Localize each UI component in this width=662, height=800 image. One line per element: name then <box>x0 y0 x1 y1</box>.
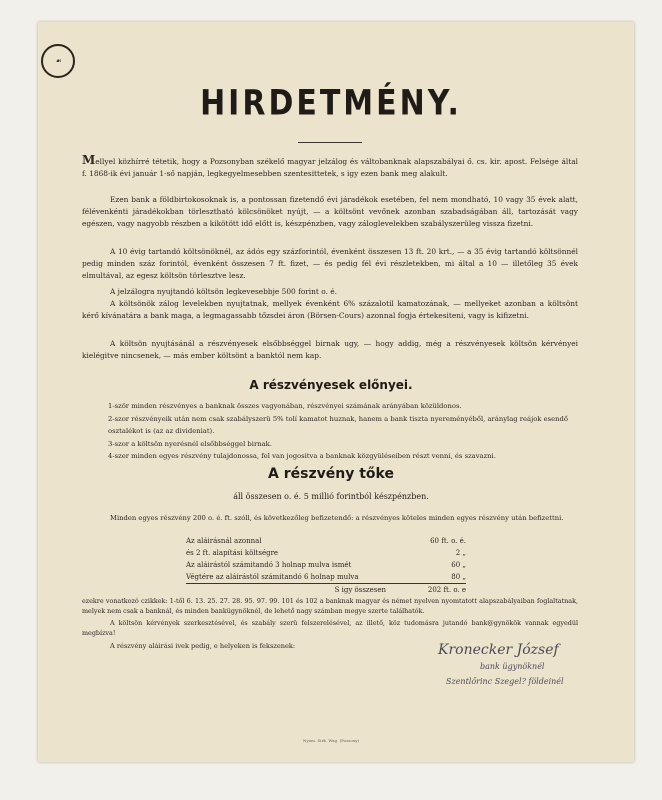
table-row: Az aláirásnál azonnal 60 ft. o. é. <box>186 537 466 545</box>
capital-intro: Minden egyes részvény 200 o. é. ft. szóll, és következőleg befizetendő: a részvényes köteles minden egyes részvény után befizettni. <box>110 514 564 522</box>
table-row: és 2 ft. alapítási költségre 2 „ <box>186 549 466 557</box>
list-item: 3-szor a költsön nyerésnél elsőbbséggel birnak. <box>108 439 272 448</box>
closing-paragraph-1: ezekre vonatkozó czikkek: 1-től 6. 13. 25. 27. 28. 95. 97. 99. 101 és 102 a banknak magyar és német nyelven nyomtatott alapszabályaiban foglaltatnak, melyek nem csak a banknál, és minden bankügynöknél, de lehető nagy számban megye szerte találhatók. <box>82 597 578 615</box>
signature-name: Kronecker József <box>438 642 559 658</box>
page-title: HIRDETMÉNY. <box>200 83 462 124</box>
advantages-list <box>108 400 578 463</box>
capital-subheading: áll összesen o. é. 5 millió forintból készpénzben. <box>233 492 429 501</box>
list-item: 2-szor részvényeik után nem csak szabályszerü 5% tolí kamatot huznak, hanem a bank tiszta nyereményéből, aránylag reájok esendő osztalékot is (az az divideniat). <box>108 414 568 435</box>
section-heading-advantages: A részvényesek előnyei. <box>249 378 413 392</box>
intro-paragraph: Mellyel közhírré tétetik, hogy a Pozsonyban székelő magyar jelzálog és váltobanknak alapszabályai ő. cs. kir. apost. Felsége által f. 1868-ik évi január 1-ső napján, legkegyelmesebben szentesittetek, s igy ezen bank meg alakult. <box>82 153 578 178</box>
closing-paragraph-3: A részvény aláirási ivek pedig, e helyeken is fekszenek: <box>110 642 296 650</box>
closing-paragraph-2: A költsön kérvények szerkesztésével, és szabály szerü felszerelésével, az illető, köz tudomásra jutandó bank@gynökök vannak egyedül megbízva! <box>82 619 578 637</box>
list-item: 1-ször minden részvényes a banknak összes vagyonában, részvényei számának arányában közüldonos. <box>108 402 462 410</box>
table-row: Végtére az aláirástól számitandó 6 holnap mulva 80 „ <box>186 573 466 581</box>
title-divider <box>298 142 362 143</box>
fee-table <box>186 535 466 596</box>
section-heading-capital: A részvény tőke <box>268 466 394 482</box>
printer-imprint: Nyom. Sirk. Wag. (Pozsony) <box>302 738 360 743</box>
paragraph-4: A jelzálogra nyujtandó költsön legkevesebbje 500 forint o. é. <box>110 287 337 296</box>
paragraph-2: Ezen bank a földbirtokosoknak is, a pontossan fizetendő évi járadékok esetében, fel nem mondható, 10 vagy 35 évek alatt, félévenkénti járadékokban törlesztható kölcsönöket nyújt, — a költsönt vevőnek azonban szabadságában áll, tartozását vagy egészen, vagy nagyobb részben a kikötött idő előtt is, készpénzben, vagy záloglevelekben szabályszerüleg vissza fizetni. <box>82 195 578 228</box>
seal-stamp: ☙ <box>41 44 75 78</box>
paragraph-5: A költsönök zálog levelekben nyujtatnak, mellyek évenként 6% százalotil kamatozának, — mellyeket azonban a költsönt kérő kívánatára a bank maga, a legmagassabb tőzsdei áron (Börsen-Cours) azonnal fogja értekesiteni, vagy is kifizetni. <box>82 299 578 320</box>
paragraph-3: A 10 évig tartandó költsönöknél, az ádós egy százforintól, évenként összesen 13 ft. 20 krt., — a 35 évig tartandó költsönnél pedig minden száz forintól, évenként összesen 7 ft. fizet, — és pedig fél évi részletekben, mi által a 10 — illetőleg 35 évek elmultával, az egesz költsön törlesztve lesz. <box>82 247 578 280</box>
signature-line-2: bank ügynöknél <box>480 662 545 671</box>
list-item: 4-szer minden egyes részvény tulajdonossa, fel van jogositva a banknak közgyüléseiben részt venni, és szavazni. <box>108 452 496 460</box>
signature-line-3: Szentlőrinc Szegel? földeinél <box>446 677 564 686</box>
total-row: S igy összesen 202 ft. o. e <box>186 583 466 596</box>
paragraph-6: A költsön nyujtásánál a részvényesek elsőbbséggel birnak ugy, — hogy addig, még a részvényesek költsön kérvényei kielégitve nincsenek, — más ember költsönt a banktól nem kap. <box>82 339 578 360</box>
table-row: Az aláirástól számitandó 3 holnap mulva ismét 60 „ <box>186 561 466 569</box>
